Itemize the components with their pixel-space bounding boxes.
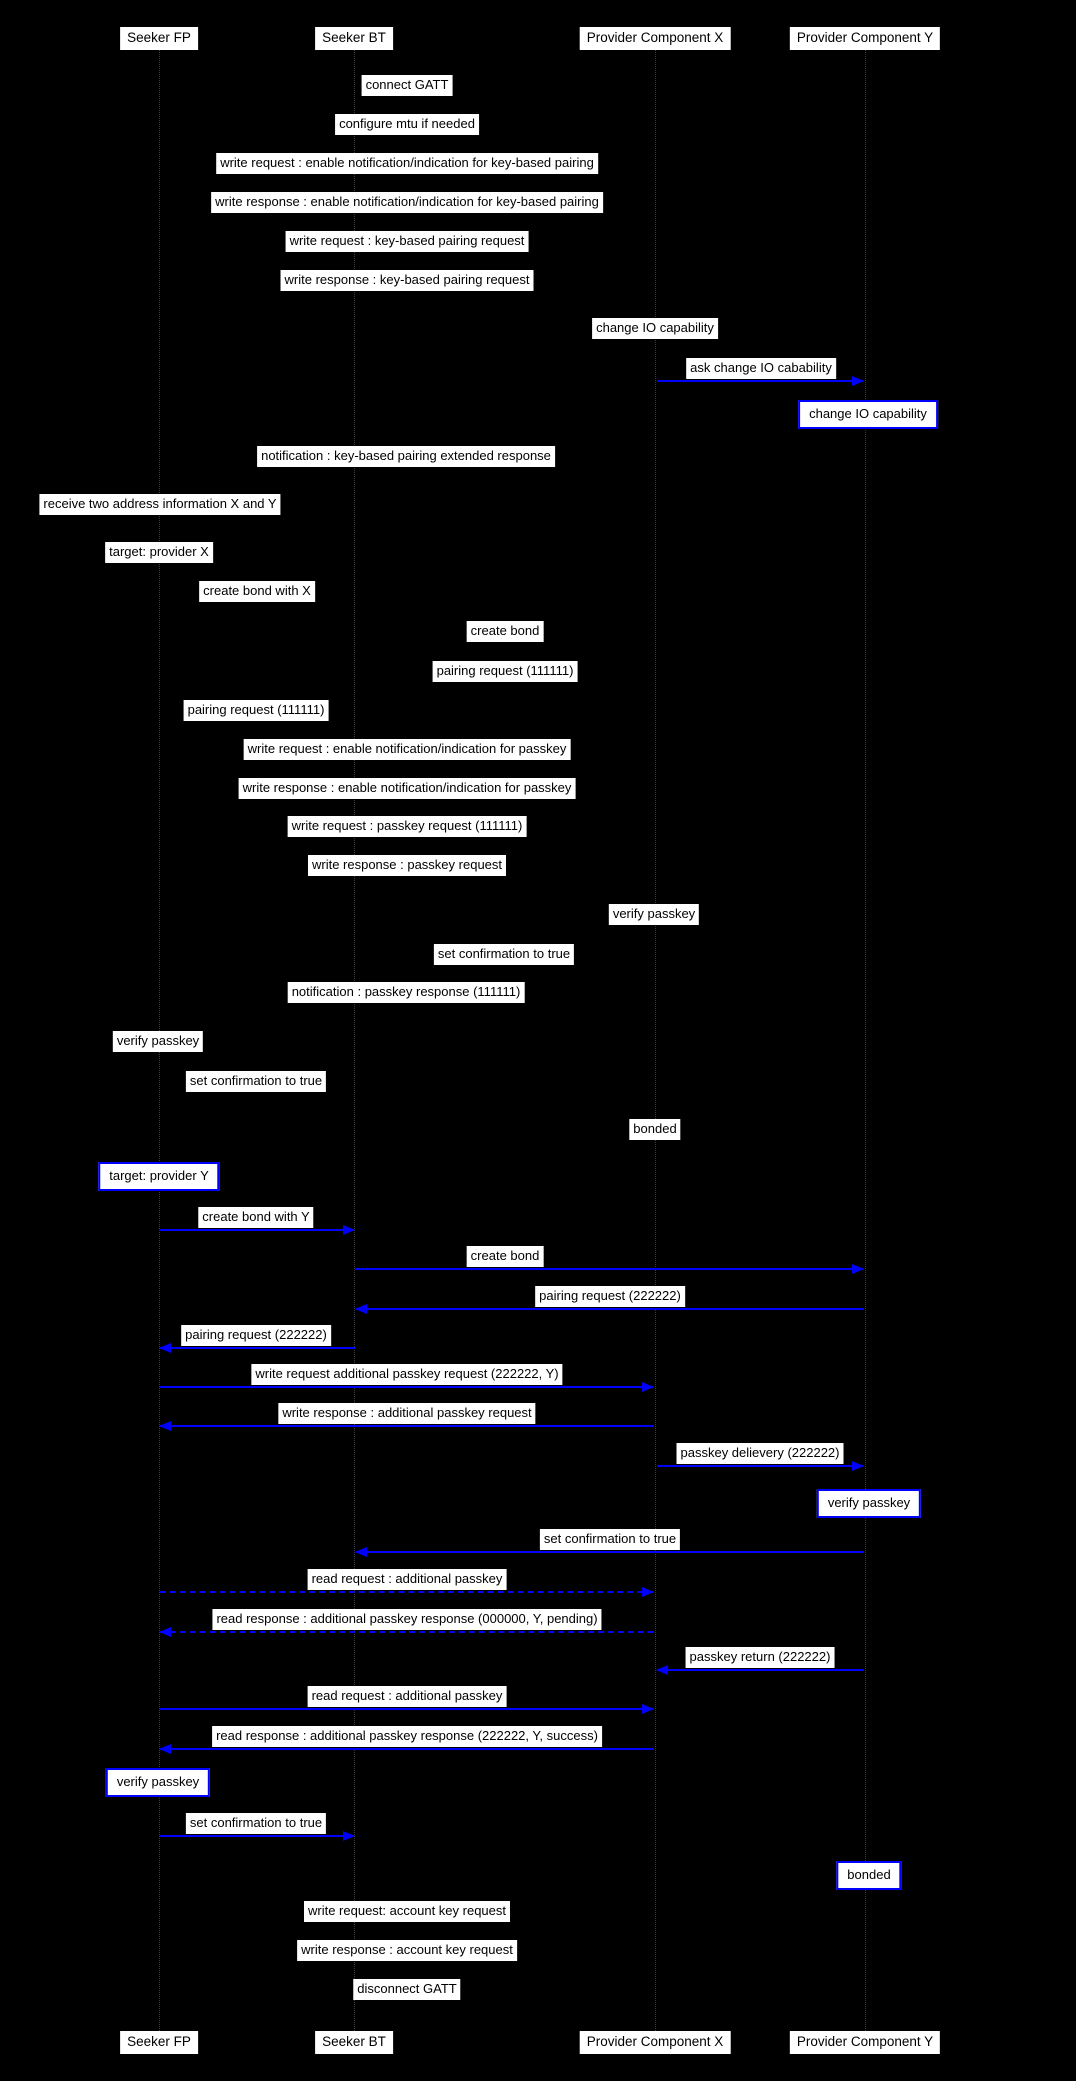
message-arrow	[657, 1669, 864, 1671]
message-label: verify passkey	[609, 904, 699, 925]
arrowhead-icon	[343, 1831, 355, 1841]
arrowhead-icon	[642, 1382, 654, 1392]
message-label: verify passkey	[113, 1031, 203, 1052]
message-label: pairing request (111111)	[184, 700, 329, 721]
arrowhead-icon	[343, 1225, 355, 1235]
message-label: receive two address information X and Y	[39, 494, 280, 515]
arrowhead-icon	[159, 1343, 171, 1353]
message-arrow	[160, 1708, 653, 1710]
message-label: write response : key-based pairing request	[281, 270, 534, 291]
message-label: write response : enable notification/indication for passkey	[239, 778, 576, 799]
message-label: read request : additional passkey	[308, 1569, 507, 1590]
message-label: create bond with X	[199, 581, 315, 602]
participant-top-1: Seeker BT	[315, 27, 393, 50]
message-label: set confirmation to true	[434, 944, 574, 965]
participant-bottom-2: Provider Component X	[580, 2031, 731, 2054]
message-arrow	[657, 380, 863, 382]
message-label: create bond	[467, 621, 544, 642]
message-arrow	[356, 1551, 864, 1553]
message-label: write response : additional passkey request	[278, 1403, 535, 1424]
message-arrow	[159, 1229, 354, 1231]
message-arrow	[355, 1268, 863, 1270]
message-label: write request : enable notification/indication for passkey	[244, 739, 571, 760]
participant-bottom-3: Provider Component Y	[790, 2031, 940, 2054]
message-arrow	[160, 1386, 653, 1388]
message-arrow	[356, 1308, 864, 1310]
arrowhead-icon	[642, 1704, 654, 1714]
message-label: read request : additional passkey	[308, 1686, 507, 1707]
message-label: set confirmation to true	[540, 1529, 680, 1550]
message-label: create bond	[467, 1246, 544, 1267]
message-label: pairing request (111111)	[433, 661, 578, 682]
arrowhead-icon	[852, 1264, 864, 1274]
note-box: bonded	[836, 1861, 901, 1890]
message-label: pairing request (222222)	[181, 1325, 331, 1346]
message-label: read response : additional passkey response (222222, Y, success)	[212, 1726, 602, 1747]
message-arrow	[160, 1835, 354, 1837]
message-arrow	[160, 1347, 355, 1349]
participant-bottom-1: Seeker BT	[315, 2031, 393, 2054]
arrowhead-icon	[355, 1547, 367, 1557]
message-label: configure mtu if needed	[335, 114, 479, 135]
arrowhead-icon	[159, 1627, 171, 1637]
lifeline	[655, 49, 656, 2031]
participant-top-0: Seeker FP	[120, 27, 198, 50]
participant-top-3: Provider Component Y	[790, 27, 940, 50]
message-arrow	[657, 1465, 863, 1467]
message-label: write response : enable notification/indication for key-based pairing	[211, 192, 603, 213]
message-label: target: provider X	[105, 542, 213, 563]
message-label: passkey return (222222)	[686, 1647, 835, 1668]
message-label: bonded	[629, 1119, 680, 1140]
message-label: write request additional passkey request (222222, Y)	[251, 1364, 562, 1385]
arrowhead-icon	[852, 1461, 864, 1471]
arrowhead-icon	[656, 1665, 668, 1675]
message-arrow	[160, 1425, 654, 1427]
message-arrow	[160, 1748, 654, 1750]
note-box: verify passkey	[106, 1768, 210, 1797]
message-label: notification : key-based pairing extended response	[257, 446, 555, 467]
message-label: change IO capability	[592, 318, 718, 339]
note-box: change IO capability	[798, 400, 938, 429]
message-label: write request : passkey request (111111)	[288, 816, 527, 837]
message-arrow	[160, 1631, 654, 1633]
arrowhead-icon	[852, 376, 864, 386]
message-label: ask change IO cabability	[686, 358, 836, 379]
message-label: disconnect GATT	[353, 1979, 460, 2000]
arrowhead-icon	[642, 1587, 654, 1597]
message-label: write request: account key request	[304, 1901, 510, 1922]
message-label: write response : passkey request	[308, 855, 506, 876]
message-label: write response : account key request	[297, 1940, 517, 1961]
message-label: pairing request (222222)	[535, 1286, 685, 1307]
message-label: read response : additional passkey response (000000, Y, pending)	[212, 1609, 601, 1630]
lifeline	[865, 49, 866, 2031]
message-arrow	[160, 1591, 653, 1593]
arrowhead-icon	[355, 1304, 367, 1314]
message-label: write request : key-based pairing request	[286, 231, 529, 252]
message-label: set confirmation to true	[186, 1071, 326, 1092]
message-label: write request : enable notification/indication for key-based pairing	[216, 153, 598, 174]
message-label: passkey delievery (222222)	[677, 1443, 844, 1464]
message-label: connect GATT	[362, 75, 453, 96]
note-box: target: provider Y	[98, 1162, 219, 1191]
arrowhead-icon	[159, 1421, 171, 1431]
message-label: set confirmation to true	[186, 1813, 326, 1834]
arrowhead-icon	[159, 1744, 171, 1754]
note-box: verify passkey	[817, 1489, 921, 1518]
participant-bottom-0: Seeker FP	[120, 2031, 198, 2054]
message-label: notification : passkey response (111111)	[288, 982, 525, 1003]
participant-top-2: Provider Component X	[580, 27, 731, 50]
message-label: create bond with Y	[198, 1207, 313, 1228]
